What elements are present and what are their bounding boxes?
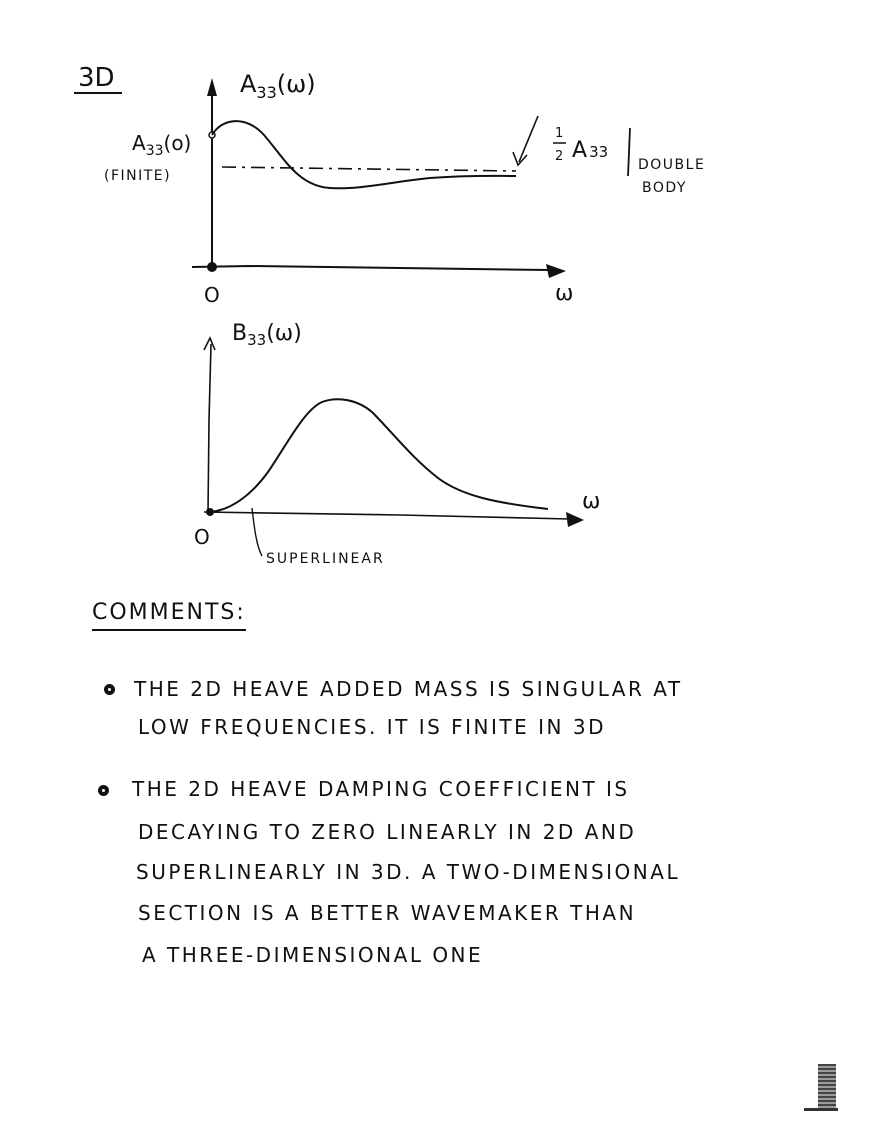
damping-origin-label: O (194, 525, 210, 549)
superlinear-annotation: SUPERLINEAR (266, 551, 385, 567)
damping-y-label (232, 321, 302, 349)
added-mass-curve (212, 121, 516, 188)
added-mass-y-label (240, 70, 316, 102)
half-fraction-numerator: 1 (555, 126, 564, 141)
bullet-icon (98, 785, 109, 796)
section-label: 3D (78, 63, 115, 93)
damping-y-label-base: B (232, 321, 248, 346)
comment-1-line-1: THE 2D HEAVE ADDED MASS IS SINGULAR AT (134, 677, 683, 701)
damping-curve (210, 399, 548, 512)
added-mass-plot (192, 78, 630, 278)
half-fraction-denominator: 2 (555, 149, 564, 164)
added-mass-origin-dot (207, 262, 217, 272)
added-mass-asymptote-line (222, 167, 516, 171)
asymptote-label-base: A (572, 138, 588, 163)
added-mass-origin-label: O (204, 283, 220, 307)
damping-y-label-sub: 33 (247, 331, 267, 349)
added-mass-y-arrowhead (207, 78, 217, 96)
added-mass-intercept-label (132, 131, 191, 159)
damping-y-arrowhead (204, 338, 215, 350)
added-mass-x-axis (192, 266, 548, 270)
scan-artifact (818, 1064, 836, 1110)
double-body-line1: DOUBLE (638, 157, 706, 173)
intercept-note: (FINITE) (104, 168, 172, 184)
added-mass-x-label: ω (555, 281, 574, 306)
intercept-label-base: A (132, 131, 146, 155)
intercept-label-sub: 33 (145, 143, 164, 159)
asymptote-label (572, 138, 608, 163)
asymptote-pointer-arrow (519, 116, 538, 162)
scan-artifact-base (804, 1108, 838, 1111)
comment-2-line-4: SECTION IS A BETTER WAVEMAKER THAN (138, 901, 637, 925)
comment-2-line-3: SUPERLINEARLY IN 3D. A TWO-DIMENSIONAL (136, 860, 681, 884)
comment-1-line-2: LOW FREQUENCIES. IT IS FINITE IN 3D (138, 715, 606, 739)
double-body-line2: BODY (642, 180, 687, 196)
added-mass-y-label-base: A (240, 70, 257, 98)
damping-y-label-arg: (ω) (266, 321, 302, 346)
double-body-bar (628, 128, 630, 176)
superlinear-leader-line (252, 508, 262, 556)
comment-2-line-5: A THREE-DIMENSIONAL ONE (142, 943, 484, 967)
damping-plot (204, 338, 584, 556)
bullet-icon (104, 684, 115, 695)
added-mass-y-label-arg: (ω) (276, 70, 316, 98)
comments-heading: COMMENTS: (92, 600, 246, 631)
intercept-label-arg: (o) (163, 131, 192, 155)
comment-2-line-2: DECAYING TO ZERO LINEARLY IN 2D AND (138, 820, 637, 844)
damping-x-axis (204, 512, 570, 519)
damping-x-arrowhead (566, 512, 584, 527)
added-mass-y-label-sub: 33 (256, 83, 277, 102)
damping-y-axis (208, 344, 211, 514)
asymptote-label-sub: 33 (589, 143, 609, 161)
damping-x-label: ω (582, 489, 601, 514)
comment-2-line-1: THE 2D HEAVE DAMPING COEFFICIENT IS (132, 777, 630, 801)
added-mass-x-arrowhead (546, 264, 566, 278)
